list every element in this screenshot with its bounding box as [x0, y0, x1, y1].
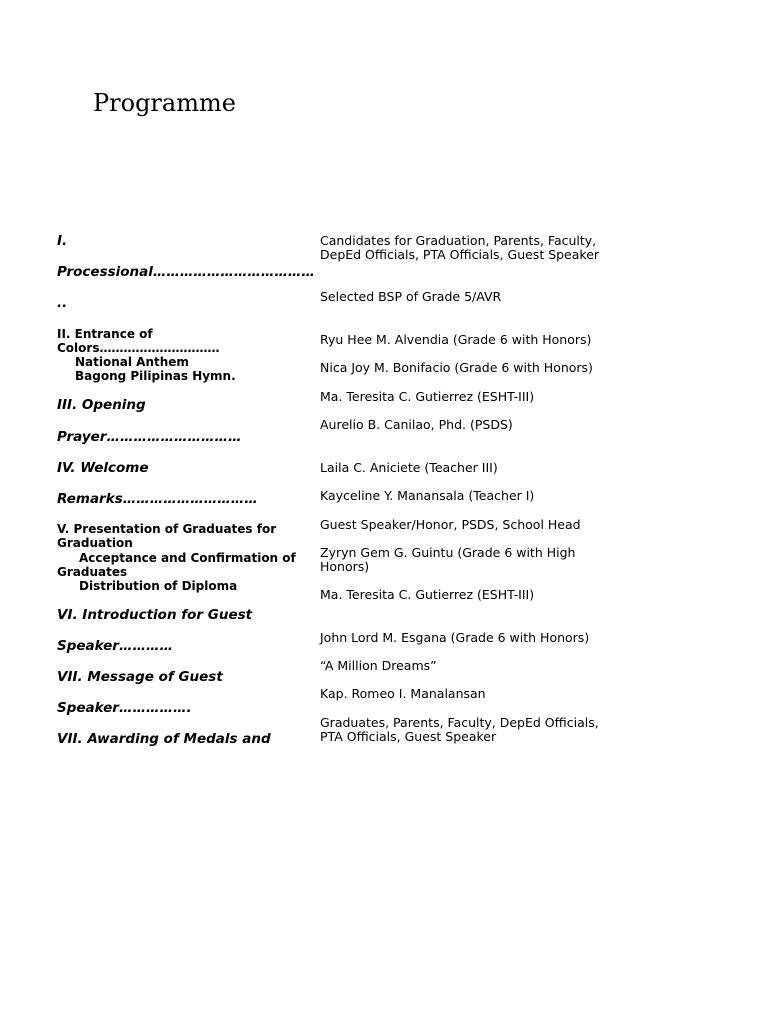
- item-i-continuation: ..: [57, 295, 68, 311]
- item-v-line-3: Graduates: [57, 565, 128, 579]
- item-ii-sub-hymn: Bagong Pilipinas Hymn.: [75, 369, 236, 383]
- item-ii-line-1: II. Entrance of: [57, 327, 153, 341]
- participant-national-anthem: Ryu Hee M. Alvendia (Grade 6 with Honors): [320, 332, 592, 347]
- page-title: Programme: [93, 89, 236, 117]
- participant-opening-prayer-1: Ma. Teresita C. Gutierrez (ESHT-III): [320, 389, 535, 404]
- participant-opening-prayer-2: Aurelio B. Canilao, Phd. (PSDS): [320, 417, 513, 432]
- item-ii-line-2: Colors…………………………: [57, 341, 220, 355]
- item-viii-line-1: VII. Awarding of Medals and: [57, 731, 271, 747]
- participant-processional: Candidates for Graduation, Parents, Faculty, DepEd Officials, PTA Officials, Guest Speaker: [320, 233, 600, 262]
- participant-diploma: Ma. Teresita C. Gutierrez (ESHT-III): [320, 587, 535, 602]
- item-v-line-2: Graduation: [57, 536, 133, 550]
- item-iii-line-2: Prayer…………………………: [57, 429, 242, 445]
- item-v-line-1: V. Presentation of Graduates for: [57, 522, 277, 536]
- participant-colors: Selected BSP of Grade 5/AVR: [320, 289, 502, 304]
- item-i-label: Processional………………………………: [57, 264, 315, 280]
- participant-acceptance: Zyryn Gem G. Guintu (Grade 6 with High Honors): [320, 545, 576, 574]
- participant-hymn: Nica Joy M. Bonifacio (Grade 6 with Honors): [320, 360, 593, 375]
- item-ii-sub-national-anthem: National Anthem: [75, 355, 189, 369]
- participant-presentation: Guest Speaker/Honor, PSDS, School Head: [320, 517, 581, 532]
- item-iii-line-1: III. Opening: [57, 397, 146, 413]
- item-iv-line-1: IV. Welcome: [57, 460, 149, 476]
- item-v-sub-acceptance: Acceptance and Confirmation of: [79, 551, 296, 565]
- participant-awarding: Graduates, Parents, Faculty, DepEd Officials, PTA Officials, Guest Speaker: [320, 715, 599, 744]
- item-iv-line-2: Remarks…………………………: [57, 491, 258, 507]
- participant-song: “A Million Dreams”: [320, 658, 437, 673]
- participant-welcome-2: Kayceline Y. Manansala (Teacher I): [320, 488, 535, 503]
- participant-introduction: John Lord M. Esgana (Grade 6 with Honors): [320, 630, 590, 645]
- item-v-sub-diploma: Distribution of Diploma: [79, 579, 238, 593]
- participant-welcome-1: Laila C. Aniciete (Teacher III): [320, 460, 498, 475]
- item-vi-line-1: VI. Introduction for Guest: [57, 607, 253, 623]
- participant-guest-speaker: Kap. Romeo I. Manalansan: [320, 686, 486, 701]
- item-vi-line-2: Speaker…………: [57, 638, 173, 654]
- item-vii-line-1: VII. Message of Guest: [57, 669, 223, 685]
- item-vii-line-2: Speaker…………….: [57, 700, 192, 716]
- item-i-number: I.: [57, 233, 68, 249]
